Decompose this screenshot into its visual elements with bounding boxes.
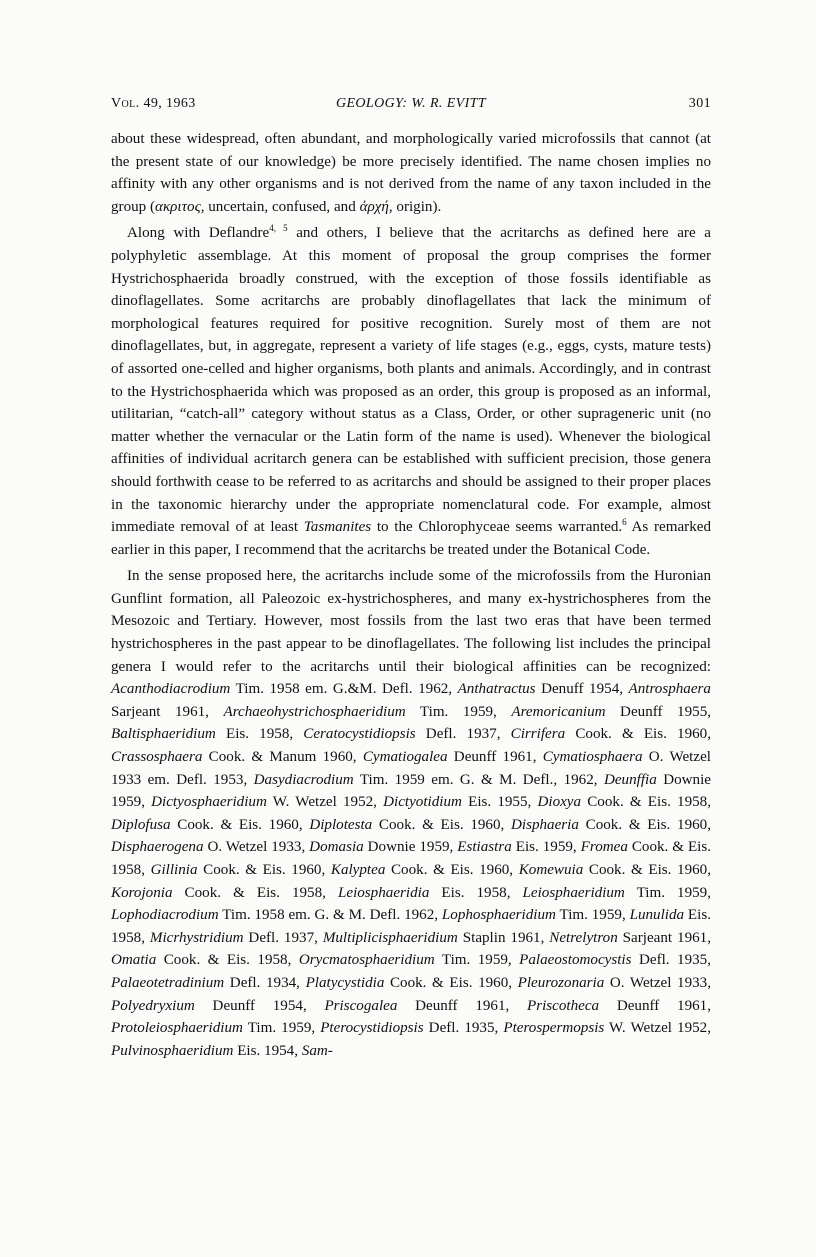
genus-name: Pterospermopsis <box>503 1020 605 1037</box>
genus-authority: Deunff 1961, <box>447 749 543 766</box>
genus-authority: Eis. 1955, <box>461 794 538 811</box>
genus-name: Cymatiogalea <box>362 749 448 766</box>
genus-name: Komewuia <box>518 862 584 878</box>
genus-authority: Eis. 1954, <box>233 1042 302 1059</box>
genus-authority: Tim. 1959, <box>555 907 630 924</box>
genus-name: Pleurozonaria <box>517 974 605 991</box>
genus-name: Priscotheca <box>527 997 600 1014</box>
genus-authority: Cook. & Eis. 1960, <box>578 816 711 833</box>
genus-authority: Cook. & Eis. 1958, <box>156 952 299 969</box>
genus-name: Disphaeria <box>511 816 579 833</box>
genus-authority: Tim. 1959, <box>434 952 520 969</box>
genus-name: Archaeohystrichosphaeridium <box>223 703 406 720</box>
genus-name: Antrosphaera <box>628 681 711 698</box>
genus-authority: Tim. 1958 em. G. & M. Defl. 1962, <box>218 907 442 924</box>
genus-name: Estiastra <box>457 839 512 856</box>
genus-name: Domasia <box>309 839 364 856</box>
genus-authority: W. Wetzel 1952, <box>604 1020 712 1037</box>
genus-authority: Tim. 1959, <box>405 703 512 720</box>
genus-authority: Staplin 1961, <box>457 929 550 946</box>
genus-authority: Cook. & Eis. 1958, <box>111 839 711 878</box>
genus-authority: O. Wetzel 1933, <box>203 839 310 856</box>
page-number: 301 <box>688 96 711 111</box>
text-run: As remarked earlier in this paper, I recommend that the acritarchs be treated under the Botanical Code. <box>111 519 711 558</box>
genus-name: Lophodiacrodium <box>111 907 219 924</box>
paragraph-1 <box>111 128 711 218</box>
genus-authority: Cook. & Eis. 1960, <box>565 726 712 743</box>
genus-name: Leiosphaeridium <box>522 884 625 901</box>
genus-name: Polyedryxium <box>111 997 195 1014</box>
genus-name: Multiplicisphaeridium <box>322 929 458 946</box>
genus-authority: Denuff 1954, <box>535 681 629 698</box>
genus-authority: Defl. 1935, <box>423 1020 504 1037</box>
running-title: GEOLOGY: W. R. EVITT <box>335 96 487 111</box>
genus-name: Palaeostomocystis <box>519 952 632 969</box>
genus-authority: Downie 1959, <box>111 771 711 811</box>
genus-authority: Defl. 1937, <box>415 726 511 743</box>
genus-name: Protoleiosphaeridium <box>111 1020 243 1037</box>
genus-authority: Sarjeant 1961, <box>617 929 711 946</box>
genus-name: Leiosphaeridia <box>337 884 430 901</box>
footnote-ref: 6 <box>622 517 627 528</box>
genus-authority: Tim. 1958 em. G.&M. Defl. 1962, <box>230 681 458 698</box>
footnote-ref: 4, 5 <box>269 223 288 234</box>
genus-authority: Eis. 1958, <box>111 907 711 946</box>
genus-name: Kalyptea <box>330 862 386 878</box>
text-run: and others, I believe that the acritarchs as defined here are a polyphyletic assemblage. At this moment of proposal the group comprises the former Hystrichosphaerida broadly construed, with the exception of those fossils identifiable as dinoflagellates. Some acritarchs are probably dinoflagellates that lack the minimum of morphological features required for positive recognition. Surely most of them are not dinoflagellates, but, in aggregate, represent a variety of life stages (e.g., eggs, cysts, mature tests) of assorted one-celled and higher organisms, both plants and animals. Accordingly, and in contrast to the Hystrichosphaerida which was proposed as an order, this group is proposed as an informal, utilitarian, “catch-all” category without status as a Class, Order, or other suprageneric unit (no matter whether the vernacular or the Latin form of the name is used). Whenever the biological affinities of individual acritarch genera can be established with sufficient precision, those genera should forthwith cease to be referred to as acritarchs and should be assigned to their proper places in the taxonomic hierarchy under the appropriate nomenclatural code. For example, almost immediate removal of at least <box>111 225 712 536</box>
genus-name: Lophosphaeridium <box>441 907 556 924</box>
genus-name: Disphaerogena <box>111 839 204 856</box>
genus-authority: Eis. 1958, <box>215 726 304 743</box>
text-run: to the Chlorophyceae seems warranted. <box>371 519 623 536</box>
genus-name: Sam- <box>301 1042 333 1059</box>
genus-authority: Deunff 1961, <box>599 997 711 1014</box>
genus-authority: Deunff 1961, <box>397 997 527 1014</box>
genus-name: Baltisphaeridium <box>111 726 216 743</box>
genus-authority: Tim. 1959 em. G. & M. Defl., 1962, <box>353 771 604 788</box>
genus-name: Dictyosphaeridium <box>151 794 267 811</box>
genus-name: Crassosphaera <box>111 749 203 766</box>
text-run: , origin). <box>388 198 442 215</box>
genus-name: Aremoricanium <box>511 703 606 720</box>
genus-authority: Tim. 1959, <box>242 1020 321 1037</box>
paragraph-2 <box>111 222 711 561</box>
genus-authority: W. Wetzel 1952, <box>266 794 384 811</box>
genus-name: Diplofusa <box>111 816 171 833</box>
paragraph-3 <box>111 565 711 1062</box>
genus-authority: Cook. & Eis. 1960, <box>384 974 518 991</box>
genus-authority: O. Wetzel 1933, <box>604 974 711 991</box>
genus-name: Anthatractus <box>457 681 536 698</box>
genus-authority: Defl. 1934, <box>224 974 306 991</box>
genus-name: Platycystidia <box>305 974 385 991</box>
genus-name: Pterocystidiopsis <box>320 1020 424 1037</box>
genus-name: Palaeotetradinium <box>111 974 225 991</box>
genus-authority: Defl. 1937, <box>243 929 323 946</box>
genus-name: Dictyotidium <box>383 794 462 811</box>
genus-authority: Cook. & Eis. 1960, <box>372 816 511 833</box>
genus-name: Lunulida <box>629 907 685 924</box>
genus-name: Priscogalea <box>324 997 398 1014</box>
genus-name: Omatia <box>111 952 157 969</box>
article-body <box>111 128 711 1062</box>
genus-authority: Cook. & Eis. 1958, <box>172 884 338 901</box>
text-run: , uncertain, confused, and <box>200 198 360 215</box>
genus-name: Pulvinosphaeridium <box>111 1042 234 1059</box>
genus-name: Korojonia <box>111 884 173 901</box>
genus-authority: Cook. & Eis. 1960, <box>583 862 711 878</box>
genus-authority: Eis. 1958, <box>429 884 523 901</box>
genus-authority: Cook. & Eis. 1958, <box>581 794 711 811</box>
genus-name: Dioxya <box>537 794 582 811</box>
genus-name: Fromea <box>580 839 628 856</box>
greek-term: ἀρχή <box>359 198 389 215</box>
volume-label: Vol. 49, 1963 <box>111 96 196 111</box>
genus-authority: Defl. 1935, <box>631 952 711 969</box>
genus-authority: Deunff 1955, <box>605 703 712 720</box>
genera-list <box>111 681 711 1059</box>
genus-name: Cirrifera <box>510 726 566 743</box>
genus-authority: Sarjeant 1961, <box>111 703 224 720</box>
genus-name: Orycmatosphaeridium <box>298 952 435 969</box>
genus-authority: Cook. & Manum 1960, <box>202 749 363 766</box>
genus-authority: O. Wetzel 1933 em. Defl. 1953, <box>111 749 711 788</box>
genus-authority: Tim. 1959, <box>624 884 711 901</box>
genus-authority: Cook. & Eis. 1960, <box>170 816 310 833</box>
genus-name: Diplotesta <box>309 816 373 833</box>
genus-authority: Cook. & Eis. 1960, <box>385 862 519 878</box>
greek-term: ακριτος <box>155 198 201 215</box>
genus-name: Gillinia <box>150 862 198 878</box>
genus-name: Acanthodiacrodium <box>111 681 231 698</box>
genus-authority: Downie 1959, <box>363 839 458 856</box>
genus-name: Ceratocystidiopsis <box>303 726 416 743</box>
genus-name: Netrelytron <box>549 929 618 946</box>
genus-name: Deunffia <box>603 771 657 788</box>
text-run: Along with Deflandre <box>127 225 270 242</box>
genus-name: Tasmanites <box>303 519 372 536</box>
genus-name: Dasydiacrodium <box>253 771 354 788</box>
text-run: about these widespread, often abundant, and morphologically varied microfossils that cannot (at the present state of our knowledge) be more precisely identified. The name chosen implies no affinity with any other organisms and is not derived from the name of any taxon included in the group ( <box>111 131 711 215</box>
genus-authority: Deunff 1954, <box>194 997 325 1014</box>
genus-authority: Eis. 1959, <box>511 839 581 856</box>
genus-name: Cymatiosphaera <box>542 749 643 766</box>
genus-authority: Cook. & Eis. 1960, <box>197 862 331 878</box>
genus-name: Micrhystridium <box>149 929 244 946</box>
text-run: In the sense proposed here, the acritarchs include some of the microfossils from the Huronian Gunflint formation, all Paleozoic ex-hystrichospheres, and many ex-hystrichospheres from the Mesozoic and Tertiary. However, most fossils from the last two eras that have been termed hystrichospheres in the past appear to be dinoflagellates. The following list includes the principal genera I would refer to the acritarchs until their biological affinities can be recognized: <box>111 568 711 675</box>
